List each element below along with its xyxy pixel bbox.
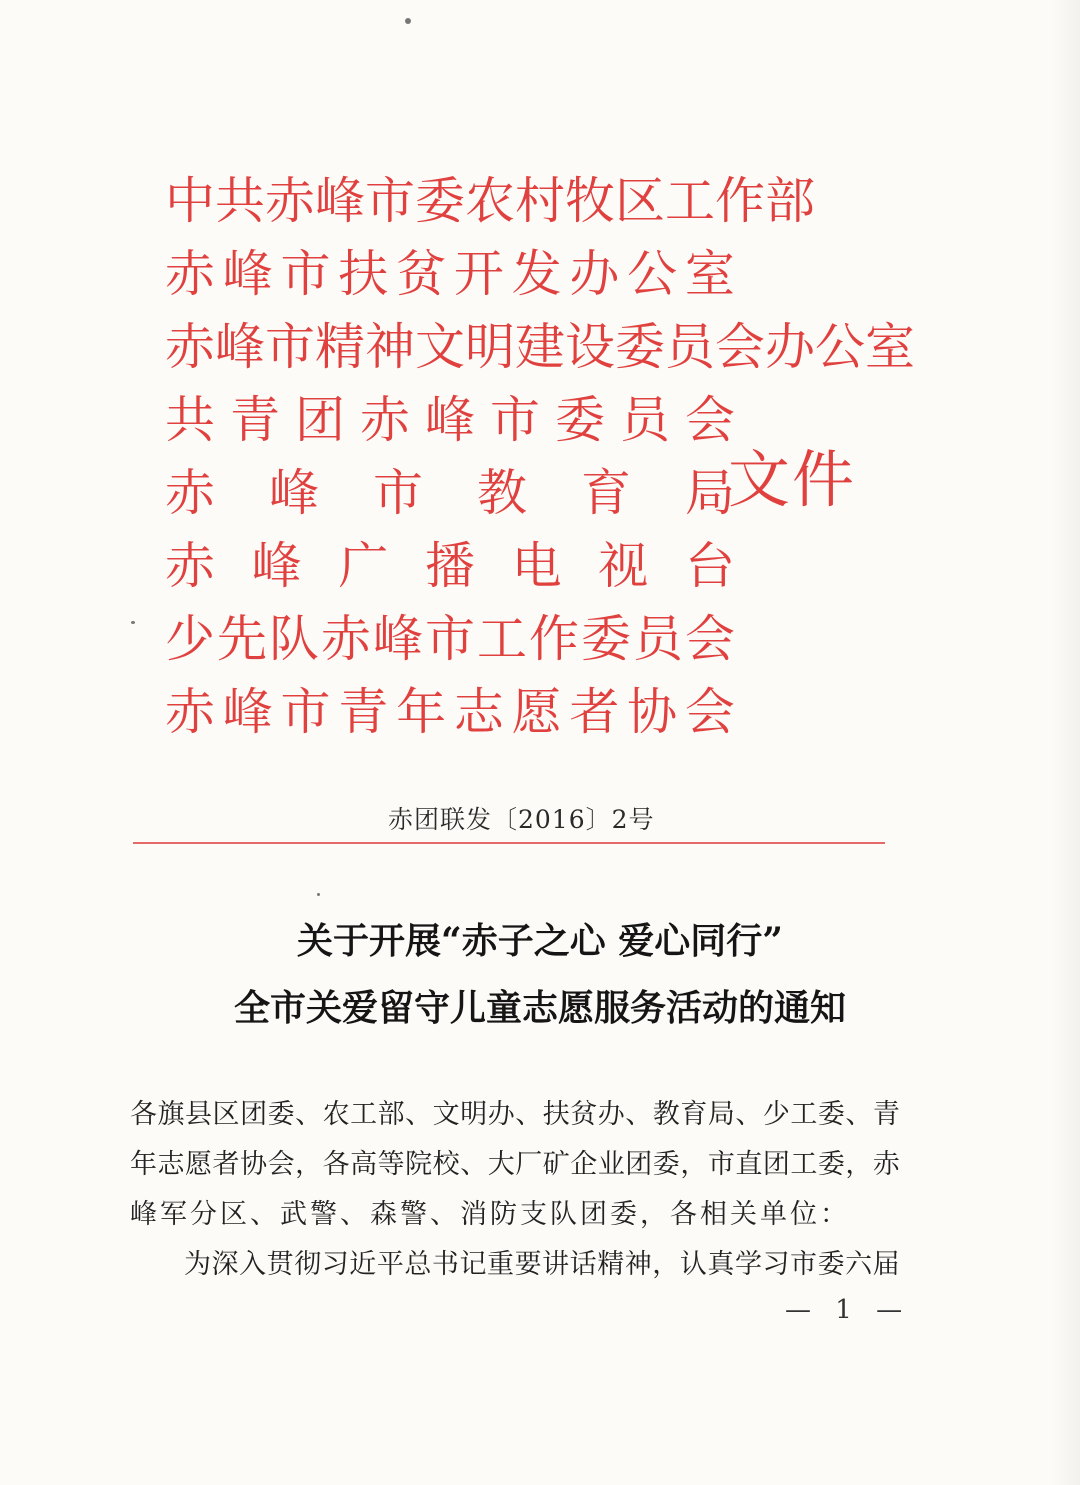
glyph: 团 <box>762 1149 790 1180</box>
glyph: 村 <box>515 172 565 230</box>
glyph: 公 <box>815 318 865 376</box>
glyph: 精 <box>315 318 365 376</box>
glyph: 习 <box>321 1249 349 1280</box>
org-line <box>165 530 735 603</box>
glyph: 各 <box>322 1149 350 1180</box>
glyph: 精 <box>597 1249 625 1280</box>
glyph: 平 <box>376 1249 404 1280</box>
glyph: 峰 <box>251 537 302 595</box>
glyph: 贫 <box>570 1099 598 1130</box>
glyph: ， <box>295 1149 323 1180</box>
glyph: 赤 <box>165 318 215 376</box>
glyph: 公 <box>627 245 678 303</box>
glyph: 中 <box>165 172 215 230</box>
glyph: 工 <box>790 1099 818 1130</box>
glyph: 教 <box>477 464 527 522</box>
glyph: 厂 <box>515 1149 543 1180</box>
glyph: 工 <box>477 610 527 668</box>
body-line <box>130 1090 900 1140</box>
glyph: 神 <box>365 318 415 376</box>
glyph: 峰 <box>222 683 273 741</box>
glyph: 入 <box>239 1249 267 1280</box>
scan-speck <box>131 621 135 624</box>
glyph: 建 <box>515 318 565 376</box>
glyph: 教 <box>652 1099 680 1130</box>
page-number: — 1 — <box>785 1295 911 1325</box>
glyph: 员 <box>633 610 683 668</box>
glyph: 峰 <box>269 464 319 522</box>
glyph: 团 <box>625 1149 653 1180</box>
org-line <box>165 384 735 457</box>
glyph: 少 <box>165 610 215 668</box>
glyph: 业 <box>597 1149 625 1180</box>
org-line <box>165 238 735 311</box>
glyph: 视 <box>598 537 649 595</box>
glyph: 工 <box>350 1099 378 1130</box>
glyph: 广 <box>338 537 389 595</box>
glyph: 青 <box>872 1099 900 1130</box>
glyph: 局 <box>707 1099 735 1130</box>
glyph: 发 <box>511 245 562 303</box>
document-title-line-1: 关于开展“赤子之心 爱心同行” <box>297 920 783 962</box>
glyph: 赤 <box>165 683 215 741</box>
glyph: 协 <box>627 683 678 741</box>
glyph: 愿 <box>511 683 562 741</box>
glyph: 矿 <box>542 1149 570 1180</box>
glyph: 会 <box>715 318 765 376</box>
glyph: 共 <box>165 391 215 449</box>
glyph: 者 <box>569 683 620 741</box>
glyph: 牧 <box>565 172 615 230</box>
glyph: 、 <box>515 1099 543 1130</box>
glyph: 院 <box>405 1149 433 1180</box>
scan-speck <box>317 893 320 896</box>
glyph: 队 <box>269 610 319 668</box>
document-number: 赤团联发〔2016〕2号 <box>388 805 655 834</box>
glyph: 委 <box>652 1149 680 1180</box>
glyph: 会 <box>685 610 735 668</box>
glyph: 作 <box>715 172 765 230</box>
glyph: 赤 <box>165 464 215 522</box>
glyph: 市 <box>707 1149 735 1180</box>
glyph: 六 <box>845 1249 873 1280</box>
glyph: 神 <box>624 1249 652 1280</box>
glyph: 愿 <box>185 1149 213 1180</box>
glyph: 峰 <box>373 610 423 668</box>
glyph: 电 <box>511 537 562 595</box>
glyph: 育 <box>581 464 631 522</box>
org-line <box>165 676 735 749</box>
glyph: 峰 <box>315 172 365 230</box>
glyph: 校 <box>432 1149 460 1180</box>
glyph: 委 <box>817 1099 845 1130</box>
glyph: 市 <box>790 1249 818 1280</box>
glyph: 书 <box>431 1249 459 1280</box>
glyph: 市 <box>265 318 315 376</box>
glyph: 、 <box>460 1149 488 1180</box>
glyph: 市 <box>280 683 331 741</box>
glyph: 明 <box>460 1099 488 1130</box>
glyph: 峰 <box>425 391 475 449</box>
glyph: 为 <box>184 1249 211 1280</box>
glyph: 委 <box>581 610 631 668</box>
glyph: 会 <box>267 1149 295 1180</box>
glyph: 重 <box>487 1249 515 1280</box>
glyph: 峰 <box>215 318 265 376</box>
glyph: 市 <box>365 172 415 230</box>
glyph: 年 <box>130 1149 157 1180</box>
glyph: 设 <box>565 318 615 376</box>
glyph: 共 <box>215 172 265 230</box>
glyph: 农 <box>465 172 515 230</box>
glyph: 市 <box>425 610 475 668</box>
glyph: 、 <box>735 1099 763 1130</box>
glyph: 旗 <box>157 1099 185 1130</box>
glyph: 届 <box>872 1249 900 1280</box>
glyph: 青 <box>230 391 280 449</box>
glyph: 总 <box>404 1249 432 1280</box>
glyph: 市 <box>373 464 423 522</box>
glyph: 近 <box>349 1249 377 1280</box>
glyph: 室 <box>684 245 735 303</box>
glyph: 学 <box>734 1249 762 1280</box>
glyph: 委 <box>415 172 465 230</box>
glyph: 年 <box>396 683 447 741</box>
glyph: 大 <box>487 1149 515 1180</box>
glyph: 少 <box>762 1099 790 1130</box>
glyph: 办 <box>597 1099 625 1130</box>
glyph: 文 <box>415 318 465 376</box>
glyph: 室 <box>865 318 915 376</box>
glyph: 办 <box>487 1099 515 1130</box>
glyph: 赤 <box>360 391 410 449</box>
body-line: 峰军分区、武警、森警、消防支队团委，各相关单位： <box>130 1199 850 1230</box>
glyph: 协 <box>240 1149 268 1180</box>
document-title-line-2: 全市关爱留守儿童志愿服务活动的通知 <box>233 987 846 1029</box>
red-separator-line <box>133 842 885 844</box>
glyph: 先 <box>217 610 267 668</box>
glyph: 局 <box>685 464 735 522</box>
glyph: 工 <box>790 1149 818 1180</box>
glyph: 、 <box>845 1099 873 1130</box>
glyph: 扶 <box>542 1099 570 1130</box>
body-line <box>130 1240 900 1290</box>
glyph: 等 <box>377 1149 405 1180</box>
glyph: 办 <box>765 318 815 376</box>
body-line <box>130 1140 900 1190</box>
glyph: 办 <box>569 245 620 303</box>
glyph: 、 <box>295 1099 323 1130</box>
glyph: 赤 <box>165 537 215 595</box>
glyph: 文 <box>432 1099 460 1130</box>
glyph: 高 <box>350 1149 378 1180</box>
glyph: 深 <box>211 1249 239 1280</box>
glyph: 播 <box>424 537 475 595</box>
glyph: 记 <box>459 1249 487 1280</box>
glyph: 者 <box>212 1149 240 1180</box>
glyph: 赤 <box>872 1149 900 1180</box>
glyph: 员 <box>665 318 715 376</box>
glyph: 要 <box>514 1249 542 1280</box>
glyph: 委 <box>555 391 605 449</box>
glyph: 真 <box>707 1249 735 1280</box>
glyph: 扶 <box>338 245 389 303</box>
glyph: 县 <box>185 1099 213 1130</box>
glyph: 委 <box>615 318 665 376</box>
glyph: 工 <box>665 172 715 230</box>
glyph: 、 <box>405 1099 433 1130</box>
glyph: 赤 <box>265 172 315 230</box>
glyph: ， <box>680 1149 708 1180</box>
glyph: 志 <box>157 1149 185 1180</box>
glyph: 贯 <box>266 1249 294 1280</box>
scan-speck <box>405 18 411 24</box>
glyph: 志 <box>453 683 504 741</box>
glyph: 台 <box>684 537 735 595</box>
glyph: 讲 <box>542 1249 570 1280</box>
glyph: 部 <box>377 1099 405 1130</box>
glyph: 市 <box>280 245 331 303</box>
glyph: 直 <box>735 1149 763 1180</box>
glyph: 开 <box>453 245 504 303</box>
glyph: 团 <box>295 391 345 449</box>
glyph: 委 <box>267 1099 295 1130</box>
glyph: 团 <box>240 1099 268 1130</box>
glyph: 部 <box>765 172 815 230</box>
glyph: ， <box>652 1249 680 1280</box>
glyph: 员 <box>620 391 670 449</box>
glyph: ， <box>845 1149 873 1180</box>
glyph: 习 <box>762 1249 790 1280</box>
body-text <box>130 1090 900 1290</box>
org-line <box>165 457 735 530</box>
glyph: 各 <box>130 1099 157 1130</box>
glyph: 委 <box>817 1149 845 1180</box>
document-type-label: 文件 <box>728 443 857 516</box>
glyph: 育 <box>680 1099 708 1130</box>
glyph: 会 <box>684 683 735 741</box>
org-line <box>165 165 815 238</box>
glyph: 彻 <box>294 1249 322 1280</box>
page-edge-shadow <box>1050 0 1080 1485</box>
org-line <box>165 603 735 676</box>
glyph: 市 <box>490 391 540 449</box>
glyph: 话 <box>569 1249 597 1280</box>
glyph: 农 <box>322 1099 350 1130</box>
glyph: 区 <box>615 172 665 230</box>
glyph: 委 <box>817 1249 845 1280</box>
glyph: 认 <box>679 1249 707 1280</box>
glyph: 企 <box>570 1149 598 1180</box>
glyph: 赤 <box>165 245 215 303</box>
glyph: 青 <box>338 683 389 741</box>
glyph: 会 <box>685 391 735 449</box>
glyph: 贫 <box>396 245 447 303</box>
glyph: 、 <box>625 1099 653 1130</box>
glyph: 明 <box>465 318 515 376</box>
glyph: 作 <box>529 610 579 668</box>
glyph: 峰 <box>222 245 273 303</box>
org-line <box>165 311 915 384</box>
glyph: 赤 <box>321 610 371 668</box>
glyph: 区 <box>212 1099 240 1130</box>
